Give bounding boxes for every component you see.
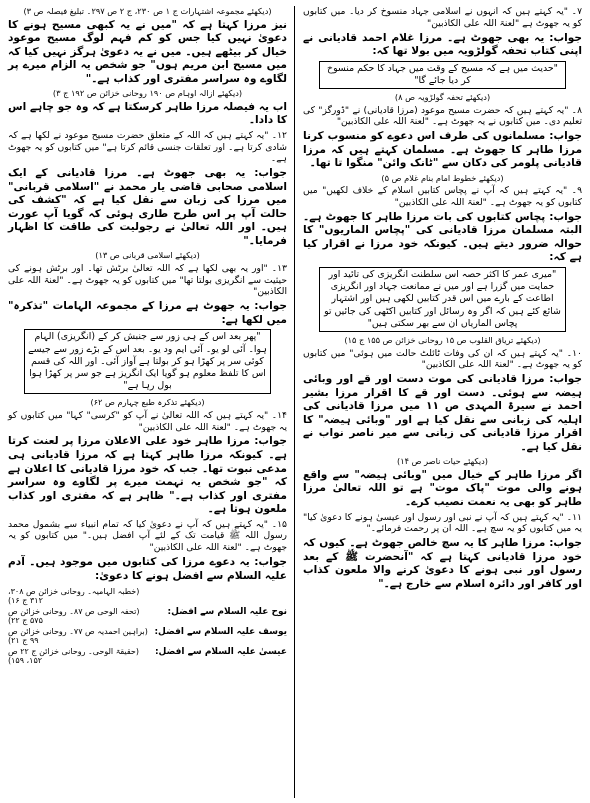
question-text: ۱۰۔ "یہ کہتے ہیں کہ ان کی وفات ٹائلٹ حالت میں ہوئی" میں کتابوں کو یہ جھوٹ ہے۔ "لعنۃ اللہ علی الکاذبین" [303, 347, 582, 371]
claim-source: (براہین احمدیہ ص ۷۷۔ روحانی خزائن ص ۹۹ ج ۲۱) [8, 627, 148, 646]
answer-text: جواب: مسلمانوں کی طرف اس دعوے کو منسوب کرنا مرزا طاہر کا جھوٹ ہے۔ مسلمان کہتے ہیں کہ مرزا قادیانی پلومر کی دکان سے "ٹانک وائن" منگوا تا تھا۔ [303, 130, 582, 170]
reference-citation: (دیکھئے تریاق القلوب ص ۱۵ روحانی خزائن ص ۱۵۵ ج ۱۵) [344, 335, 541, 346]
reference-citation: (دیکھئے مجموعہ اشتہارات ج ۱ ص ۲۳۰، ج ۲ ص ۲۹۷۔ تبلیغ فیصلہ ص ۳) [23, 6, 272, 16]
answer-text: جواب: یہ بھی جھوٹ ہے۔ مرزا قادیانی کے ایک اسلامی صحابی قاضی یار محمد نے "اسلامی قربانی" میں مرزا کی زبان سے نقل کیا ہے کہ "کشف کی حالت آپ پر اس طرح طاری ہوئی کہ گویا آپ عورت ہیں۔ اور اللہ تعالیٰ نے رجولیت کی طاقت کا اظہار فرمایا۔" [8, 167, 287, 247]
answer-text: اگر مرزا طاہر کے خیال میں "وبائی ہیضہ" سے واقع ہونے والی موت "پاک موت" ہے تو اللہ تعالیٰ مرزا طاہر کو بھی یہ نعمت نصیب کرے۔ [303, 468, 582, 508]
claim-row [8, 626, 287, 646]
answer-text: جواب: یہ دعوے مرزا کی کتابوں میں موجود ہیں۔ آدم علیہ السلام سے افضل ہونے کا دعویٰ: [8, 556, 287, 582]
claim-source: (تحفہ الوحی ص ۸۷۔ روحانی خزائن ص ۵۷۵ ج ۲۲) [8, 607, 140, 626]
question-text: ۹۔ "یہ کہتے ہیں کہ آپ نے پچاس کتابیں اسلام کے خلاف لکھیں" میں کتابوں کو یہ جھوٹ ہے۔ "لعنۃ اللہ علی الکاذبین" [303, 185, 582, 208]
answer-text: جواب: مرزا قادیانی کی موت دست اور قے اور وبائی ہیضہ سے ہوئی۔ دست اور قے کا اقرار مرزا بشیر احمد نے سیرۃ المہدی ص ۱۱ میں مرزا قادیانی کی اہلیہ کی زبانی سے نقل کیا ہے اور "وبائی ہیضہ" کا اقرار مرزا قادیانی کی زبانی سے میر ناصر نواب نے نقل کیا ہے۔ [303, 373, 582, 453]
reference-citation: (دیکھئے حیات ناصر ص ۱۴) [397, 456, 488, 467]
question-text: ۱۳۔ "اور یہ بھی لکھا ہے کہ اللہ تعالیٰ برٹش تھا۔ اور برٹش ہونے کی حیثیت سے انگریزی بولتا تھا" میں کتابوں کو یہ جھوٹ ہے۔ "لعنۃ اللہ علی الکاذبین" [8, 262, 287, 298]
left-blocks [8, 6, 287, 583]
question-text: ۱۵۔ "یہ کہتے ہیں کہ آپ نے دعویٰ کیا کہ تمام انبیاء سے بشمول محمد رسول اللہ ﷺ قیامت تک کے لئے آپ افضل ہیں۔" میں کتابوں کو یہ جھوٹ ہے۔ "لعنۃ اللہ علی الکاذبین" [8, 518, 287, 554]
question-text: ۷۔ "یہ کہتے ہیں کہ انہوں نے اسلامی جہاد منسوخ کر دیا۔ میں کتابوں کو یہ جھوٹ ہے "لعنۃ اللہ علی الکاذبین" [303, 6, 582, 29]
claim-row [8, 606, 287, 626]
answer-text: جواب: مرزا طاہر کا یہ سچ خالص جھوٹ ہے۔ کیوں کہ خود مرزا قادیانی کہتا ہے کہ "آنحضرت ﷺ کے بعد رسول اور نبی ہونے کا دعویٰ کرنے والا ملعون کذاب اور کافر اور دائرہ اسلام سے خارج ہے۔" [303, 537, 582, 590]
question-text: ۱۱۔ "یہ کہتے ہیں کہ آپ نے نبی اور رسول اور عیسیٰ ہونے کا دعویٰ کیا" یہ میں کتابوں کو یہ سچ ہے۔ اللہ ان پر رحمت فرمائے۔" [303, 511, 582, 535]
question-text: ۱۴۔ "یہ کہتے ہیں کہ اللہ تعالیٰ نے آپ کو "کرسی" کہا" میں کتابوں کو یہ جھوٹ ہے۔ "لعنۃ اللہ علی الکاذبین" [8, 409, 287, 433]
right-column [299, 6, 586, 798]
question-text: ۱۲۔ "یہ کہتے ہیں کہ اللہ کے متعلق حضرت مسیح موعود نے لکھا ہے کہ شادی کرتا ہے۔ اور تعلقات جنسی قائم کرتا ہے" میں کتابوں کو یہ جھوٹ ہے۔ [8, 129, 287, 165]
claim-prophet [148, 586, 287, 606]
answer-text: اب یہ فیصلہ مرزا طاہر کرسکتا ہے کہ وہ جو چاہے اس کا دادا۔ [8, 100, 287, 127]
claim-source: (حقیقۃ الوحی۔ روحانی خزائن ج ۲۲ ص ۱۵۲، ۱۵۹) [8, 647, 139, 666]
reference-citation: (دیکھئے خطوط امام بنام غلام ص ۵) [381, 172, 504, 183]
reference-citation: (دیکھئے تحفہ گولڑویہ ص ۸) [394, 92, 491, 103]
claim-source: (خطبہ الہامیہ۔ روحانی خزائن ص ۳۰۸، ۳۱۲ ج ۱۶) [8, 587, 140, 606]
claim-row [8, 646, 287, 666]
reference-citation: (دیکھئے تذکرہ طبع چہارم ص ۶۲) [90, 397, 205, 408]
claim-prophet: یوسف علیہ السلام سے افضل: [154, 627, 287, 638]
reference-citation: (دیکھئے اسلامی قربانی ص ۱۳) [95, 250, 200, 261]
claim-prophet: عیسیٰ علیہ السلام سے افضل: [154, 647, 287, 658]
answer-text: جواب: یہ بھی جھوٹ ہے۔ مرزا غلام احمد قادیانی نے اپنی کتاب تحفہ گولڑویہ میں بولا تھا کہ: [303, 31, 582, 58]
boxed-quote: "پھر بعد اس کے ہی زور سے جنبش کر کے (انگریزی) الہام ہوا۔ آئی لو یو۔ آئی ایم ود یو۔ بعد اس کے بڑے زور سے جیسے کوئی سر پر کھڑا ہو کر بولتا ہے آواز آئی۔ اور اللہ کی قسم اس کا تلفظ معلوم ہو گویا ایک انگریز ہے جو سر پر کھڑا ہوا بول رہا ہے" [24, 329, 271, 394]
reference-citation: (دیکھئے ازالہ اوہام ص ۱۹۰ روحانی خزائن ص ۱۹۲ ج ۳) [52, 88, 243, 99]
claim-prophet: نوح علیہ السلام سے افضل: [167, 607, 287, 618]
claims-list [8, 586, 287, 666]
answer-text: جواب: مرزا طاہر خود علی الاعلان مرزا پر لعنت کرتا ہے۔ کیونکہ مرزا طاہر کہتا ہے کہ مرزا قادیانی ہی مدعی نبوت تھا۔ جب کہ خود مرزا قادیانی کا اعلان ہے کہ "جو شخص یہ تہمت میرے پر لگاوے وہ سراسر مفتری اور کذاب ہے۔" ظاہر ہے کہ مفتری اور کذاب ملعون ہوتا ہے۔ [8, 435, 287, 516]
answer-text: جواب: یہ جھوٹ ہے مرزا کے مجموعہ الہامات "تذکرہ" میں لکھا ہے: [8, 300, 287, 326]
question-text: ۸۔ "یہ کہتے ہیں کہ حضرت مسیح موعود (مرزا قادیانی) نے "ڈورگز" کی تعلیم دی۔ میں کتابوں نے یہ جھوٹ ہے۔ "لعنۃ اللہ علی الکاذبین" [303, 104, 582, 128]
answer-text: جواب: پچاس کتابوں کی بات مرزا طاہر کا جھوٹ ہے۔ البتہ مسلمان مرزا قادیانی کی "پچاس الماریوں" کا حوالہ ضرور دیتے ہیں۔ کیونکہ خود مرزا نے اقرار کیا ہے کہ: [303, 210, 582, 264]
claim-row [8, 586, 287, 606]
column-divider [294, 6, 295, 798]
answer-text: نیز مرزا کہتا ہے کہ "میں نے یہ کبھی مسیح ہونے کا دعویٰ نہیں کیا جس کو کم فہم لوگ مسیح موعود خیال کر بیٹھے ہیں۔ میں نے یہ دعویٰ ہرگز نہیں کیا کہ میں مسیح ابن مریم ہوں" جو شخص یہ الزام میرے پر لگاوے وہ سراسر مفتری اور کذاب ہے۔" [8, 18, 287, 85]
boxed-quote: "حدیث میں ہے کہ مسیح کے وقت میں جہاد کا حکم منسوخ کر دیا جائے گا" [319, 61, 566, 89]
boxed-quote: "میری عمر کا اکثر حصہ اس سلطنت انگریزی کی تائید اور حمایت میں گزرا ہے اور میں نے ممانعت جہاد اور انگریزی اطاعت کے بارے میں اس قدر کتابیں لکھی ہیں اور اشتہار شائع کئے ہیں کہ اگر وہ رسائل اور کتابیں اکٹھی کی جائیں تو پچاس الماریاں ان سے بھر سکتی ہیں" [319, 267, 566, 332]
left-column [4, 6, 291, 798]
